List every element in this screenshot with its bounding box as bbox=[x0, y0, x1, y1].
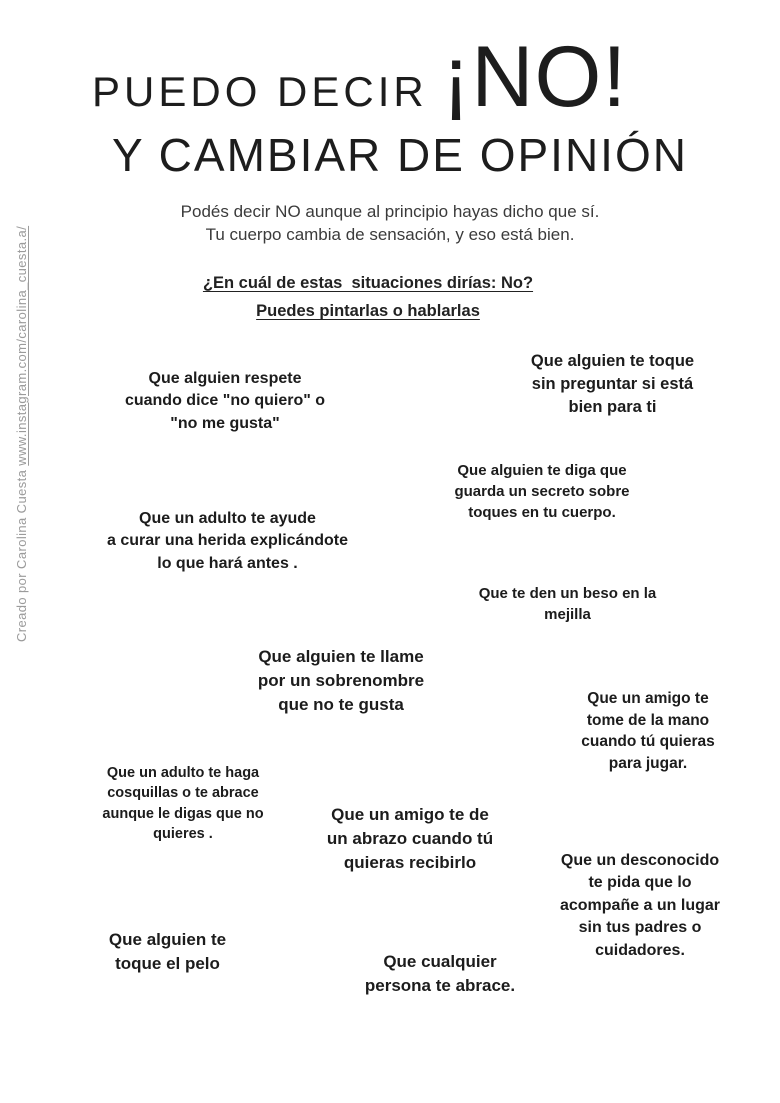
scenario-secreto-toques: Que alguien te diga que guarda un secreto sobre toques en tu cuerpo. bbox=[454, 462, 630, 521]
scenario-cosquillas-abrazo-no: Que un adulto te haga cosquillas o te abrace aunque le digas que no quieres . bbox=[102, 765, 264, 842]
question-line1: ¿En cuál de estas situaciones dirías: No? bbox=[202, 274, 534, 292]
scenario-amigo-mano: Que un amigo te tome de la mano cuando tú quieras para jugar. bbox=[581, 690, 715, 773]
scenario-adulto-curar-herida: Que un adulto te ayude a curar una herida explicándote lo que hará antes . bbox=[107, 510, 348, 572]
scenario-cualquier-abrace: Que cualquier persona te abrace. bbox=[364, 952, 516, 995]
credit-sidebar bbox=[14, 122, 29, 642]
scenario-respetar-no-quiero: Que alguien respete cuando dice "no quiero" o "no me gusta" bbox=[124, 370, 326, 432]
title-no-exclamation: ¡NO! bbox=[441, 29, 628, 125]
scenario-sobrenombre: Que alguien te llame por un sobrenombre que no te gusta bbox=[257, 647, 425, 714]
title-puedo-decir: PUEDO DECIR bbox=[92, 68, 428, 115]
question-line2: Puedes pintarlas o hablarlas bbox=[256, 302, 480, 320]
scenario-desconocido-lugar: Que un desconocido te pida que lo acompañe a un lugar sin tus padres o cuidadores. bbox=[559, 852, 721, 959]
credit-instagram-link: www.instagram.com/carolina_cuesta.a/ bbox=[14, 225, 29, 466]
credit-author-text: Creado por Carolina Cuesta bbox=[14, 465, 29, 642]
scenario-beso-mejilla: Que te den un beso en la mejilla bbox=[478, 585, 657, 623]
title-line2: Y CAMBIAR DE OPINIÓN bbox=[112, 129, 688, 181]
question-block bbox=[148, 274, 588, 330]
scenario-tocar-sin-preguntar: Que alguien te toque sin preguntar si está bien para ti bbox=[530, 352, 695, 417]
scenario-amigo-abrazo: Que un amigo te de un abrazo cuando tú quieras recibirlo bbox=[326, 805, 494, 872]
subtitle: Podés decir NO aunque al principio hayas dicho que sí. Tu cuerpo cambia de sensación, y eso está bien. bbox=[180, 202, 600, 245]
title-line1 bbox=[92, 29, 628, 125]
scenario-tocar-pelo: Que alguien te toque el pelo bbox=[108, 930, 227, 973]
